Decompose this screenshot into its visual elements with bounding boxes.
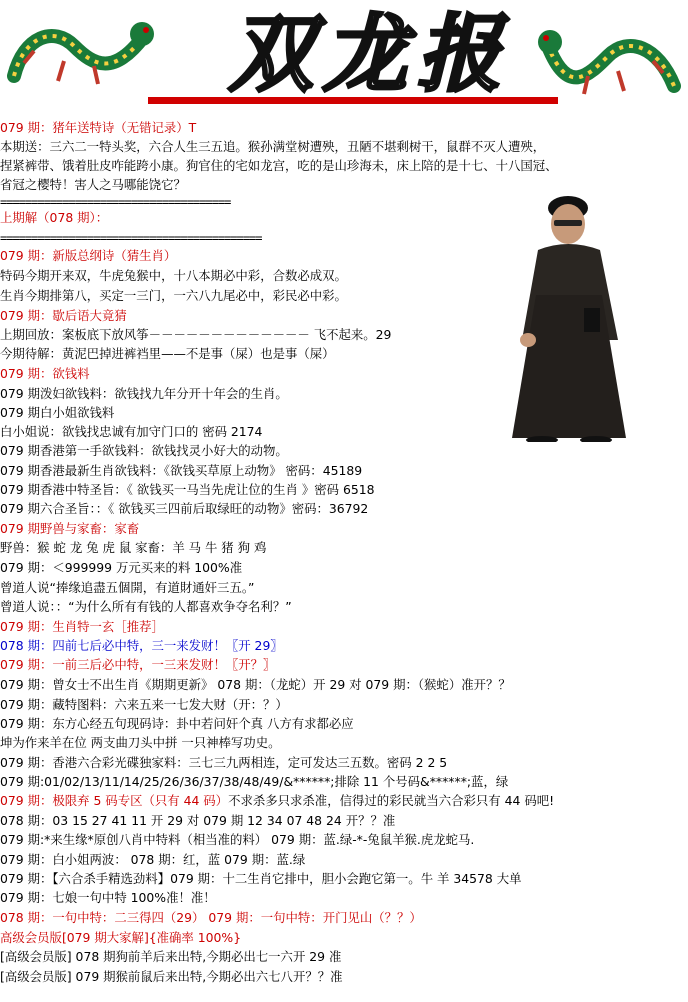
text-line xyxy=(0,558,242,577)
text-segment: 079 期香港中特圣旨：《 欲钱买一马当先虎让位的生肖 》密码 6518 xyxy=(0,482,375,497)
masthead-banner xyxy=(0,0,688,118)
text-segment: 079 期：曾女士不出生肖《期期更新》 078 期：（龙蛇）开 29 对 079 期：（猴蛇）准开？？ xyxy=(0,677,511,692)
text-segment: 079 期：生肖特一玄［推荐］ xyxy=(0,619,164,634)
text-segment: 本期送：三六二一特头奖，六合人生三五追。猴孙满堂树遭殃，丑陋不堪剩树干，鼠群不灭人遭殃， xyxy=(0,139,546,154)
text-line xyxy=(0,538,266,557)
text-line xyxy=(0,597,292,616)
text-line xyxy=(0,441,288,460)
text-line xyxy=(0,695,288,714)
text-segment: 079 期：七娘一句中特 100%准！准！ xyxy=(0,890,216,905)
text-line xyxy=(0,811,395,830)
text-segment: 079 期白小姐欲钱料 xyxy=(0,405,115,420)
text-segment: 079 期:01/02/13/11/14/25/26/36/37/38/48/49/&******;排除 11 个号码&******;蓝，绿 xyxy=(0,774,509,789)
text-line xyxy=(0,636,283,655)
text-segment: 不求杀多只求杀准，信得过的彩民就当六合彩只有 44 码吧! xyxy=(228,793,555,808)
text-segment: 079 期：香港六合彩光碟独家料：三七三九两相连，定可发达三五数。密码 2 2 5 xyxy=(0,755,448,770)
text-line xyxy=(0,519,139,538)
text-segment: 078 期：03 15 27 41 11 开 29 对 079 期 12 34 07 48 24 开？？准 xyxy=(0,813,396,828)
text-segment: 079 期六合圣旨：：《 欲钱买三四前后取绿旺的动物》密码：36792 xyxy=(0,501,369,516)
text-line xyxy=(0,772,508,791)
portrait-figure xyxy=(508,190,678,442)
text-segment: 曾道人说：：“为什么所有有钱的人都喜欢争夺名利？” xyxy=(0,599,292,614)
masthead-title: 双龙报 xyxy=(228,4,511,103)
text-line xyxy=(0,306,127,325)
text-line xyxy=(0,908,422,927)
text-line xyxy=(0,118,196,137)
text-line xyxy=(0,578,254,597)
text-line xyxy=(0,850,305,869)
text-segment: 上期回放：案板底下放风筝－－－－－－－－－－－－－ 飞不起来。29 xyxy=(0,327,392,342)
text-segment: 079 期：欲钱料 xyxy=(0,366,90,381)
text-segment: 078 期：四前七后必中特，三一来发财！〖开 29〗 xyxy=(0,638,283,653)
text-segment: [高级会员版] 078 期狗前羊后来出特,今期必出七一六开 29 准 xyxy=(0,949,342,964)
text-segment: 079 期：白小姐两波： 078 期：红，蓝 079 期：蓝.绿 xyxy=(0,852,306,867)
text-line xyxy=(0,967,343,986)
text-line xyxy=(0,830,474,849)
text-line xyxy=(0,137,545,156)
text-segment: 079 期：极限弃 5 码专区（只有 44 码） xyxy=(0,793,229,808)
text-segment: 078 期：一句中特：二三得四（29） 079 期：一句中特：开门见山（？？） xyxy=(0,910,422,925)
text-segment: 079 期香港第一手欲钱料：欲钱找灵小好大的动物。 xyxy=(0,443,288,458)
text-line xyxy=(0,480,375,499)
text-line xyxy=(0,714,354,733)
text-segment: 079 期野兽与家畜：家畜 xyxy=(0,521,140,536)
text-line xyxy=(0,675,511,694)
text-segment: 079 期：藏特图料：六来五来一七发大财（开：？） xyxy=(0,697,288,712)
text-segment: 079 期：新版总纲诗（猜生肖） xyxy=(0,248,177,263)
text-segment: 高级会员版[079 期大家解]{准确率 100%} xyxy=(0,930,242,945)
text-line xyxy=(0,286,347,305)
text-line xyxy=(0,461,362,480)
text-segment: 野兽：猴 蛇 龙 兔 虎 鼠 家畜：羊 马 牛 猪 狗 鸡 xyxy=(0,540,267,555)
text-segment: 上期解（078 期）： xyxy=(0,210,109,225)
text-line xyxy=(0,888,216,907)
text-segment: 079 期泼妇欲钱料：欲钱找九年分开十年会的生肖。 xyxy=(0,386,288,401)
text-segment: 079 期:*来生缘*原创八肖中特料（相当准的料） 079 期：蓝.绿-*-兔鼠羊猴.虎龙蛇马. xyxy=(0,832,475,847)
text-segment: 079 期：猪年送特诗（无错记录）T xyxy=(0,120,197,135)
text-line xyxy=(0,325,391,344)
text-segment: 079 期：东方心经五句现码诗：卦中若问奸个真 八方有求都必应 xyxy=(0,716,354,731)
text-segment: 079 期：＜999999 万元买来的料 100%准 xyxy=(0,560,243,575)
text-line xyxy=(0,617,164,636)
text-segment: 曾道人说“捧缘追盡五個開，有道財通奸三五。” xyxy=(0,580,255,595)
text-line xyxy=(0,422,262,441)
text-segment: 生肖今期排第八，买定一三门，一六八九尾必中，彩民必中彩。 xyxy=(0,288,347,303)
text-segment: ========================================== xyxy=(0,231,262,245)
text-segment: ===================================== xyxy=(0,195,231,209)
text-line xyxy=(0,869,522,888)
text-segment: 079 期：歇后语大竟猜 xyxy=(0,308,127,323)
text-line xyxy=(0,947,341,966)
text-line xyxy=(0,156,558,175)
text-line xyxy=(0,344,335,363)
left-dragon-icon xyxy=(4,6,154,102)
text-line xyxy=(0,733,280,752)
text-segment: 坤为作来羊在位 两支曲刀头中拼 一只神棒写功史。 xyxy=(0,735,281,750)
text-segment: 079 期：【六合杀手精选劲料】079 期：十二生肖它排中，胆小会跑它第一。牛 羊 34578 大单 xyxy=(0,871,522,886)
text-segment: 特码今期开来双，牛虎兔猴中，十八本期必中彩，合数必成双。 xyxy=(0,268,347,283)
text-line xyxy=(0,655,275,674)
text-segment: 079 期香港最新生肖欲钱料：《欲钱买草原上动物》 密码：45189 xyxy=(0,463,363,478)
text-line xyxy=(0,753,447,772)
text-line xyxy=(0,791,554,810)
text-line xyxy=(0,403,114,422)
text-segment: 今期待解：黄泥巴掉进裤裆里——不是事（屎）也是事（屎） xyxy=(0,346,335,361)
text-segment: 白小姐说：欲钱找忠诚有加守门口的 密码 2174 xyxy=(0,424,263,439)
text-line xyxy=(0,364,90,383)
text-segment: [高级会员版] 079 期猴前鼠后来出特,今期必出六七八开？？准 xyxy=(0,969,343,984)
text-line xyxy=(0,928,241,947)
text-line xyxy=(0,266,347,285)
text-line xyxy=(0,499,368,518)
text-segment: 079 期：一前三后必中特，一三来发财！〖开？〗 xyxy=(0,657,276,672)
text-line xyxy=(0,246,176,265)
text-segment: 省冠之樱特！害人之马哪能饶它？ xyxy=(0,177,186,192)
text-segment: 捏紧裤带、饿着肚皮咋能跨小康。狗官住的宅如龙宫，吃的是山珍海未，床上陪的是十七、十八国冠、 xyxy=(0,158,558,173)
text-line xyxy=(0,384,288,403)
text-line xyxy=(0,208,108,227)
text-line xyxy=(0,228,261,248)
